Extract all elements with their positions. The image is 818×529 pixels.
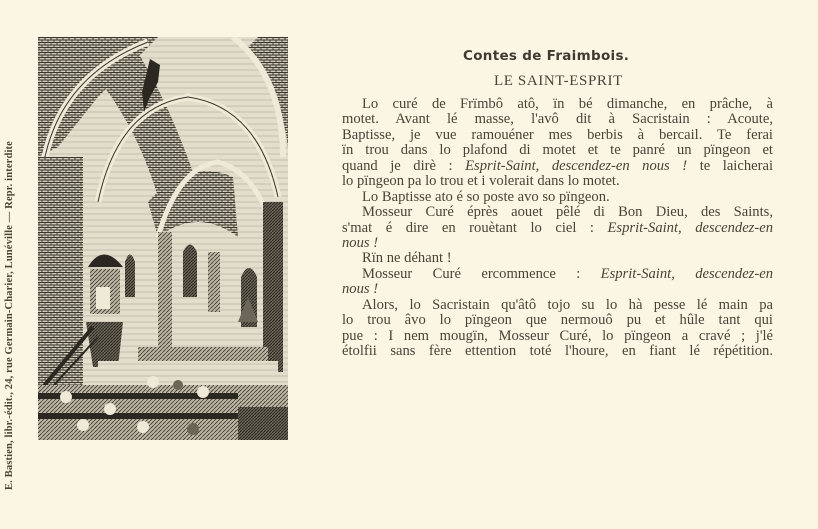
text-segment: Lo curé de Frïmbô atô, ïn bé dimanche, en prâche, à [362, 96, 773, 112]
story-line [342, 298, 773, 313]
story-line [342, 128, 773, 143]
story-line [342, 313, 773, 328]
story-title: LE SAINT-ESPRIT [494, 73, 623, 89]
text-segment: étolfii sans fère ettention toté l'houre, en fiant lé répétition. [342, 343, 773, 359]
text-segment: lo pïngeon pa lo trou et i volerait dans lo motet. [342, 173, 620, 190]
story-line [342, 251, 773, 266]
story-line [342, 344, 773, 359]
story-text [342, 97, 773, 359]
text-segment: motet. Avant lé masse, l'avô dit à Sacristain : Acoute, [342, 111, 773, 128]
text-segment: Mosseur Curé ercommence : [362, 265, 601, 282]
italic-phrase: nous ! [342, 281, 379, 298]
church-interior-illustration [38, 37, 288, 440]
story-line [342, 236, 773, 251]
text-segment: Rïn ne déhant ! [362, 250, 452, 267]
text-segment: pue : I nem mougïn, Mosseur Curé, lo pïngeon a cravé ; j'lé [342, 327, 773, 344]
text-segment: Baptisse, je vue ramouéner mes berbis à bercail. Te ferai [342, 126, 773, 143]
story-line [342, 221, 773, 236]
text-segment: s'mat é dire en rouètant lo ciel : [342, 219, 608, 236]
italic-phrase: Esprit-Saint, descendez-en nous ! [465, 157, 688, 174]
text-segment: ïn trou dans lo plafond di motet et te panré un pïngeon et [342, 142, 773, 159]
story-line [342, 282, 773, 297]
text-segment: te laicherai [687, 157, 774, 174]
text-segment: lo trou âvo lo pïngeon que nermouô pu et hûle tant qui [342, 312, 773, 329]
italic-phrase: Esprit-Saint, descendez-en [607, 219, 773, 236]
text-segment: quand je dirè : [342, 157, 466, 174]
text-segment: Alors, lo Sacristain qu'âtô tojo su lo hà pesse lé main pa [362, 296, 773, 313]
story-line [342, 190, 773, 205]
story-line [342, 143, 773, 158]
series-title: Contes de Fraimbois. [463, 48, 630, 64]
story-line [342, 112, 773, 127]
story-line [342, 159, 773, 174]
text-segment: Lo Baptisse ato é so poste avo so pïngeon. [362, 188, 610, 205]
story-line [342, 97, 773, 112]
italic-phrase: Esprit-Saint, descendez-en [600, 265, 773, 282]
text-segment: Mosseur Curé éprès aouet pêlé di Bon Dieu, des Saints, [362, 204, 773, 221]
story-line [342, 205, 773, 220]
story-line [342, 267, 773, 282]
story-line [342, 329, 773, 344]
story-line [342, 174, 773, 189]
italic-phrase: nous ! [342, 234, 379, 251]
publisher-imprint: E. Bastien, libr.-édit., 24, rue Germain-Charier, Lunéville — Repr. interdite [4, 141, 15, 490]
